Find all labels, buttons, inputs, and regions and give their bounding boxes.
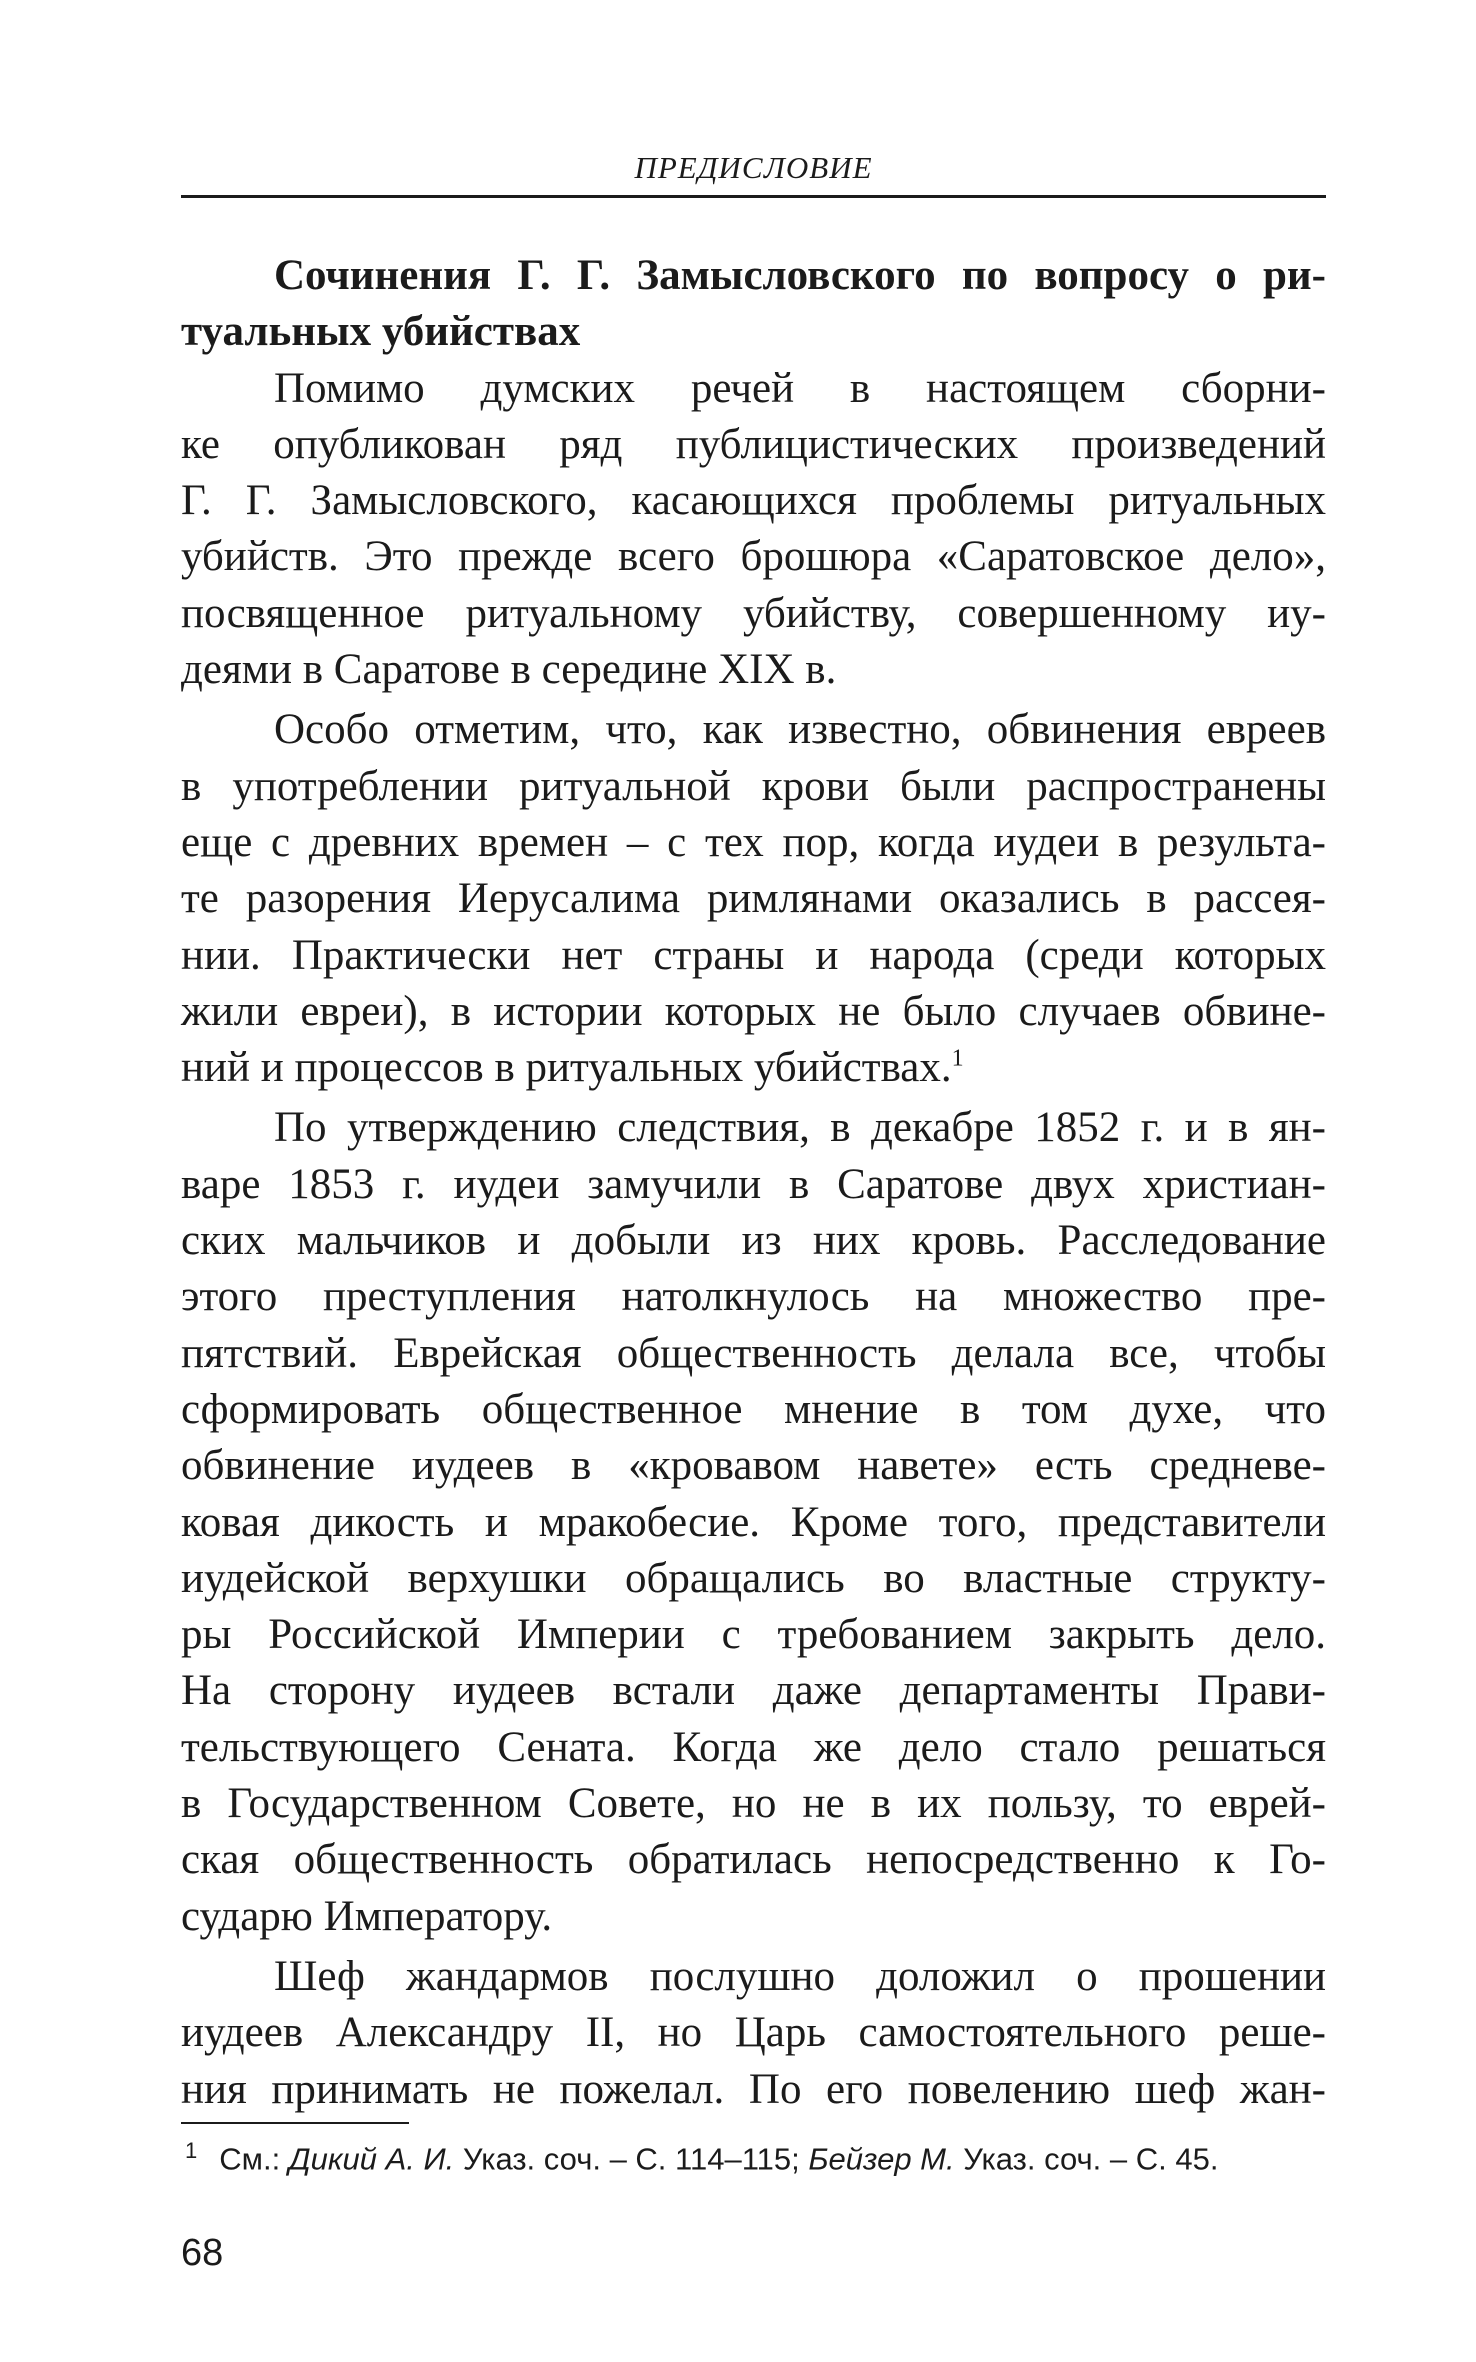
paragraph-line: ковая дикость и мракобесие. Кроме того, представители [181, 1498, 1326, 1546]
paragraph-line: ских мальчиков и добыли из них кровь. Расследование [181, 1217, 1326, 1265]
paragraph-line: этого преступления натолкнулось на множество пре- [181, 1273, 1326, 1321]
footnote [181, 2130, 1326, 2180]
paragraph-line: ры Российской Империи с требованием закрыть дело. [181, 1611, 1326, 1659]
paragraph-line: тельствующего Сената. Когда же дело стало решаться [181, 1723, 1326, 1771]
paragraph-line: пятствий. Еврейская общественность делала все, чтобы [181, 1329, 1326, 1377]
footnote-author-1: Дикий А. И. [288, 2141, 455, 2177]
footnote-text-2: Указ. соч. – С. 45. [954, 2141, 1219, 2177]
paragraph-line: Г. Г. Замысловского, касающихся проблемы ритуальных [181, 477, 1326, 525]
paragraph-line: деями в Саратове в середине XIX в. [181, 646, 837, 694]
footnote-number: 1 [185, 2138, 198, 2163]
paragraph-line: в употреблении ритуальной крови были распространены [181, 762, 1326, 810]
paragraph-line: На сторону иудеев встали даже департаменты Прави- [181, 1667, 1326, 1715]
paragraph-line: ке опубликован ряд публицистических произведений [181, 420, 1326, 468]
paragraph-line: ская общественность обратилась непосредственно к Го- [181, 1836, 1326, 1884]
paragraph-line: ния принимать не пожелал. По его повелению шеф жан- [181, 2065, 1326, 2113]
paragraph-line: Шеф жандармов послушно доложил о прошении [274, 1952, 1326, 2000]
footnote-prefix: См.: [219, 2141, 289, 2177]
paragraph-line: те разорения Иерусалима римлянами оказались в рассея- [181, 875, 1326, 923]
paragraph-line: По утверждению следствия, в декабре 1852 г. и в ян- [274, 1104, 1326, 1152]
paragraph-line-text: ний и процессов в ритуальных убийствах. [181, 1044, 952, 1092]
paragraph-line: жили евреи), в истории которых не было случаев обвине- [181, 987, 1326, 1035]
running-header: ПРЕДИСЛОВИЕ [634, 150, 873, 185]
paragraph-line: иудейской верхушки обращались во властные структу- [181, 1554, 1326, 1602]
paragraph-line: Особо отметим, что, как известно, обвинения евреев [274, 706, 1326, 754]
footnote-reference[interactable]: 1 [951, 1045, 964, 1072]
paragraph-line: обвинение иудеев в «кровавом навете» есть средневе- [181, 1442, 1326, 1490]
paragraph-line: Помимо думских речей в настоящем сборни- [274, 364, 1326, 412]
body-text [181, 248, 1326, 2118]
footnote-text-1: Указ. соч. – С. 114–115; [454, 2141, 809, 2177]
footnote-rule [181, 2122, 409, 2124]
section-heading-line: туальных убийствах [181, 308, 581, 356]
paragraph-line: нии. Практически нет страны и народа (среди которых [181, 931, 1326, 979]
paragraph-line: убийств. Это прежде всего брошюра «Саратовское дело», [181, 533, 1326, 581]
footnote-author-2: Бейзер М. [808, 2141, 955, 2177]
paragraph-line: еще с древних времен – с тех пор, когда иудеи в результа- [181, 818, 1326, 866]
paragraph-line: иудеев Александру II, но Царь самостоятельного реше- [181, 2009, 1326, 2057]
page-number: 68 [181, 2232, 224, 2274]
paragraph-line: посвященное ритуальному убийству, совершенному иу- [181, 589, 1326, 637]
paragraph-line: в Государственном Совете, но не в их пользу, то еврей- [181, 1780, 1326, 1828]
section-heading-line: Сочинения Г. Г. Замысловского по вопросу о ри- [274, 252, 1326, 299]
header-rule [181, 195, 1326, 198]
paragraph-line [181, 1040, 1326, 1096]
paragraph-line: сформировать общественное мнение в том духе, что [181, 1385, 1326, 1433]
paragraph-line: сударю Императору. [181, 1892, 553, 1940]
paragraph-line: варе 1853 г. иудеи замучили в Саратове двух христиан- [181, 1160, 1326, 1208]
